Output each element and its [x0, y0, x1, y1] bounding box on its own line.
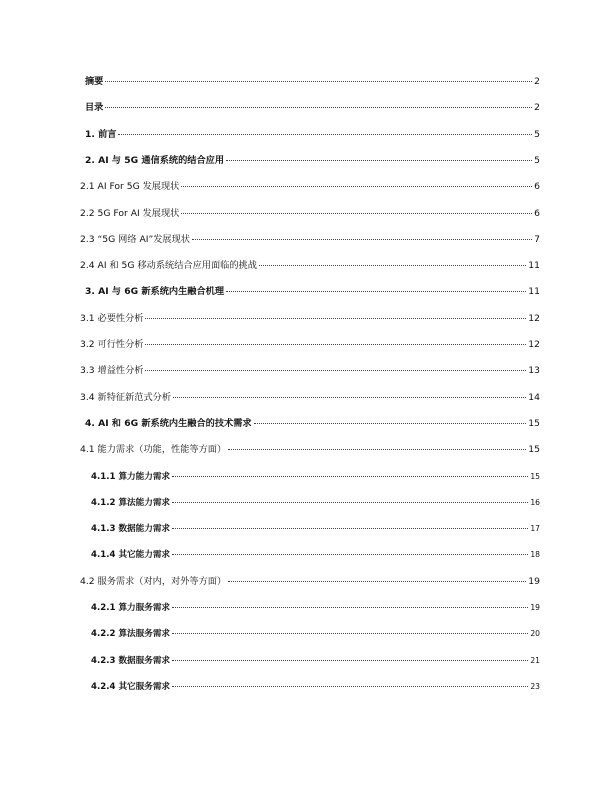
toc-entry[interactable] — [80, 365, 540, 377]
toc-entry[interactable] — [91, 655, 540, 667]
toc-entry-title: 4.2.4 其它服务需求 — [91, 681, 171, 692]
toc-dot-leader — [181, 186, 532, 187]
toc-entry-page: 19 — [528, 575, 540, 587]
toc-entry-title: 2.1 AI For 5G 发展现状 — [80, 181, 180, 193]
toc-entry-page: 2 — [534, 76, 540, 87]
toc-dot-leader — [172, 476, 528, 477]
toc-entry-page: 15 — [528, 444, 540, 456]
toc-entry-title: 2.3 “5G 网络 AI”发展现状 — [80, 233, 190, 245]
toc-dot-leader — [172, 633, 528, 634]
toc-dot-leader — [228, 581, 526, 582]
toc-dot-leader — [181, 213, 532, 214]
toc-entry-page: 21 — [530, 655, 540, 665]
toc-dot-leader — [118, 134, 532, 135]
toc-entry-page: 17 — [530, 524, 540, 534]
toc-entry-page: 6 — [534, 207, 540, 219]
toc-entry[interactable] — [85, 76, 540, 88]
toc-entry-page: 15 — [530, 471, 540, 481]
toc-entry[interactable] — [80, 208, 540, 220]
toc-entry-title: 4.1.4 其它能力需求 — [91, 550, 171, 561]
toc-entry-page: 16 — [530, 497, 540, 507]
toc-entry-title: 摘要 — [85, 76, 104, 87]
toc-entry-title: 3.4 新特征新范式分析 — [80, 391, 172, 403]
toc-entry-title: 4. AI 和 6G 新系统内生融合的技术需求 — [85, 417, 252, 429]
toc-dot-leader — [259, 265, 526, 266]
toc-entry[interactable] — [85, 155, 540, 167]
toc-entry[interactable] — [85, 129, 540, 141]
toc-dot-leader — [173, 397, 526, 398]
toc-dot-leader — [254, 423, 527, 424]
toc-entry-page: 19 — [530, 603, 540, 612]
toc-entry[interactable] — [91, 549, 540, 561]
toc-entry-page: 2 — [534, 102, 540, 114]
toc-dot-leader — [172, 660, 528, 661]
toc-entry-title: 3. AI 与 6G 新系统内生融合机理 — [85, 286, 225, 298]
toc-entry-title: 3.2 可行性分析 — [80, 339, 144, 350]
toc-entry-title: 目录 — [85, 102, 104, 114]
toc-entry[interactable] — [91, 628, 540, 640]
toc-entry-title: 3.3 增益性分析 — [80, 365, 144, 377]
toc-entry-page: 18 — [530, 550, 540, 560]
toc-entry-title: 4.2.1 算力服务需求 — [91, 603, 171, 613]
toc-entry-page: 5 — [534, 154, 540, 166]
toc-entry-title: 3.1 必要性分析 — [80, 312, 144, 324]
toc-entry-page: 11 — [528, 286, 540, 298]
toc-entry-page: 13 — [528, 365, 540, 377]
toc-entry-title: 4.2.2 算法服务需求 — [91, 629, 171, 640]
toc-entry[interactable] — [80, 234, 540, 246]
toc-entry[interactable] — [80, 339, 540, 351]
toc-entry-title: 4.2 服务需求（对内，对外等方面） — [80, 575, 227, 587]
toc-entry[interactable] — [91, 471, 540, 483]
toc-entry-page: 12 — [528, 312, 540, 324]
toc-dot-leader — [226, 291, 526, 292]
toc-entry[interactable] — [80, 260, 540, 272]
toc-entry-title: 2.2 5G For AI 发展现状 — [80, 207, 180, 219]
toc-entry-page: 5 — [534, 128, 540, 140]
toc-dot-leader — [172, 528, 528, 529]
toc-dot-leader — [226, 160, 532, 161]
toc-dot-leader — [172, 607, 528, 608]
toc-entry[interactable] — [80, 444, 540, 456]
toc-entry-title: 4.1.2 算法能力需求 — [91, 497, 171, 508]
toc-entry[interactable] — [91, 681, 540, 693]
toc-dot-leader — [172, 686, 528, 687]
toc-entry-page: 11 — [528, 260, 540, 272]
toc-entry-title: 4.1.1 算力能力需求 — [91, 471, 171, 482]
toc-entry-page: 14 — [528, 391, 540, 403]
toc-entry[interactable] — [80, 392, 540, 404]
toc-dot-leader — [105, 81, 532, 82]
toc-entry-page: 6 — [534, 181, 540, 193]
toc-entry[interactable] — [91, 523, 540, 535]
toc-entry-page: 20 — [530, 629, 540, 639]
toc-dot-leader — [145, 370, 526, 371]
toc-entry-title: 2. AI 与 5G 通信系统的结合应用 — [85, 154, 225, 166]
toc-entry-title: 2.4 AI 和 5G 移动系统结合应用面临的挑战 — [80, 260, 257, 272]
toc-dot-leader — [228, 449, 526, 450]
toc-entry-title: 1. 前言 — [85, 128, 117, 140]
toc-entry-page: 23 — [530, 681, 540, 691]
toc-dot-leader — [145, 344, 526, 345]
toc-dot-leader — [145, 318, 526, 319]
toc-entry[interactable] — [85, 102, 540, 114]
toc-entry[interactable] — [91, 497, 540, 509]
toc-dot-leader — [105, 107, 532, 108]
toc-entry[interactable] — [91, 602, 540, 614]
toc-entry-page: 12 — [528, 339, 540, 350]
toc-dot-leader — [172, 554, 528, 555]
toc-entry-page: 7 — [534, 233, 540, 245]
toc-entry-title: 4.2.3 数据服务需求 — [91, 655, 171, 666]
toc-entry[interactable] — [85, 418, 540, 430]
toc-entry[interactable] — [80, 576, 540, 588]
toc-entry-page: 15 — [528, 417, 540, 429]
toc-dot-leader — [192, 239, 532, 240]
toc-entry[interactable] — [85, 286, 540, 298]
toc-entry-title: 4.1 能力需求（功能，性能等方面） — [80, 444, 227, 456]
toc-dot-leader — [172, 502, 528, 503]
toc-entry-title: 4.1.3 数据能力需求 — [91, 524, 171, 535]
toc-entry[interactable] — [80, 313, 540, 325]
toc-entry[interactable] — [80, 181, 540, 193]
